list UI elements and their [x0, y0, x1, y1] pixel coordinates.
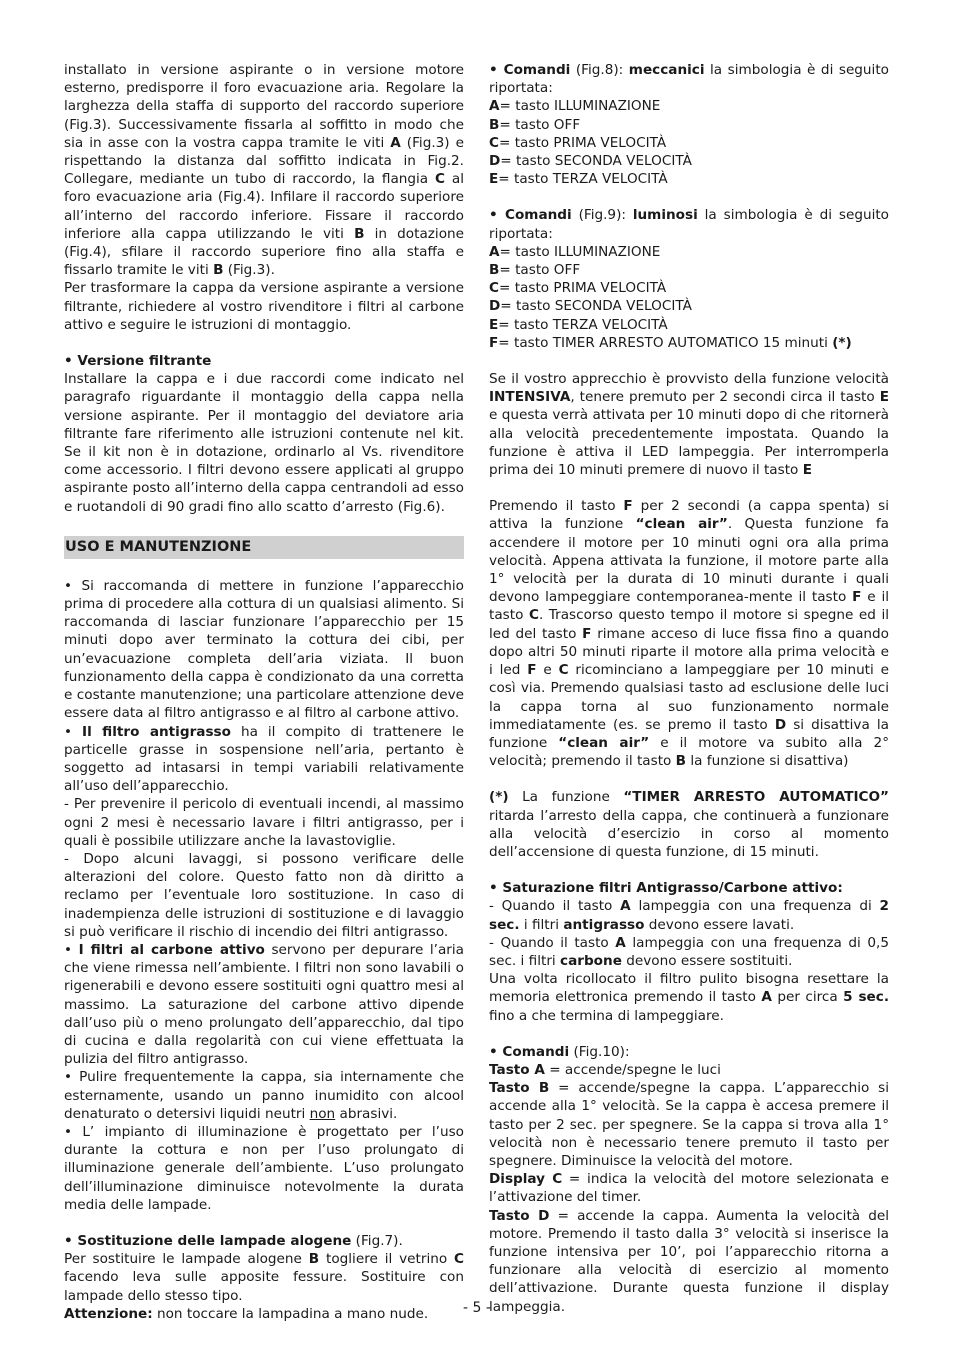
text-run: per 2 secondi (a cappa spenta) si attiva la funzione [489, 498, 889, 533]
bold-text: E [489, 171, 499, 188]
text-run: . Questa funzione fa accendere il motore per 10 minuti ogni ora alla prima velocità. Appena attivata la funzione, il motore parte alla 1° velocità per la durata di 10 minuti durante i quali devono lampeggiare contemporanea-mente il tasto [489, 516, 889, 606]
bold-text: I filtri al carbone attivo [78, 941, 265, 958]
saturazione-reset [489, 970, 889, 1025]
text-run: ricominciano a lampeggiare per 10 minuti e così via. Premendo qualsiasi tasto ad esclusione delle luci la cappa torna al suo funzionamento normale immediatamente (es. se premo il tasto [489, 662, 889, 733]
spacer [489, 352, 889, 370]
text-run: = tasto ILLUMINAZIONE [499, 243, 661, 260]
bold-text: B [489, 116, 500, 133]
right-column [489, 61, 889, 1316]
left-column [64, 61, 464, 1323]
bold-text: • Sostituzione delle lampade alogene [64, 1232, 352, 1249]
spacer [489, 861, 889, 879]
antigrasso-paragraph [64, 723, 464, 796]
text-run: servono per depurare l’aria che viene rimessa nell’ambiente. I filtri non sono lavabili o rigenerabili e devono essere sostituiti ogni quattro mesi al massimo. La saturazione del carbone attivo dipende dall’uso più o meno prolungato dell’apparecchio, dal tipo di cucina e dalla regolarità con cui viene effettuata la pulizia del filtro antigrasso. [64, 941, 464, 1068]
bold-text: (*) [832, 334, 852, 351]
bold-text: 2 sec. [489, 898, 889, 933]
text-run: ha il compito di trattenere le particelle grasse in sospensione nell’aria, pertanto è soggetto ad intasarsi in tempi variabili relativamente all’uso dell’apparecchio. [64, 723, 464, 795]
bold-text: F [489, 334, 499, 351]
bold-text: Tasto A [489, 1061, 545, 1078]
bold-text: D [489, 298, 501, 315]
text-run: • L’ impianto di illuminazione è progettato per l’uso durante la cottura e non per l’uso prolungato di illuminazione generale dell’ambiente. L’uso prolungato dell’illuminazione diminuisce notevolmente la durata media delle lampade. [64, 1123, 464, 1213]
mech-item [489, 134, 889, 152]
text-run: in dotazione (Fig.4), sfilare il raccordo superiore fino alla staffa e fissarlo tramite le viti [64, 225, 464, 279]
text-run: Installare la cappa e i due raccordi come indicato nel paragrafo riguardante il montaggio della cappa nella versione aspirante. Per il montaggio del deviatore aria filtrante fare riferimento alle istruzioni contenute nel kit. Se il kit non è in dotazione, ordinarlo al Vs. rivenditore come accessorio. I filtri devono essere applicati al gruppo aspirante posto all’interno della cappa centrandoli ad esso e ruotandoli di 90 gradi fino allo scatto d’arresto (Fig.6). [64, 371, 464, 515]
bold-text: luminosi [632, 207, 698, 224]
text-run: = tasto TERZA VELOCITÀ [498, 171, 668, 188]
intro-paragraph [64, 61, 464, 279]
bold-text: Il filtro antigrasso [82, 723, 231, 740]
lum-item [489, 297, 889, 315]
text-run: la funzione si disattiva) [686, 753, 849, 770]
bold-text: F [527, 662, 537, 679]
spacer [489, 1025, 889, 1043]
lum-intro [489, 206, 889, 242]
bold-text: A [620, 898, 631, 915]
text-run: (Fig.9): [571, 207, 633, 224]
text-run: lampeggia con una frequenza di [630, 898, 880, 915]
mech-item [489, 170, 889, 188]
page-number: - 5 - [463, 1300, 491, 1316]
text-run: (Fig.3). [223, 262, 275, 279]
bold-text: meccanici [628, 62, 705, 78]
transform-paragraph [64, 279, 464, 334]
text-run: la simbologia è di seguito riportata: [489, 62, 889, 97]
timer-note [489, 788, 889, 861]
bold-text: 5 sec. [843, 989, 889, 1006]
comandi-heading [489, 1043, 889, 1061]
spacer [64, 559, 464, 577]
bold-text: B [354, 225, 365, 242]
saturazione-heading [489, 879, 889, 897]
bold-text: INTENSIVA [489, 389, 571, 406]
text-run: Per trasformare la cappa da versione aspirante a versione filtrante, richiedere al vostro rivenditore i filtri al carbone attivo e seguire le istruzioni di montaggio. [64, 280, 464, 333]
text-run: (Fig.8): [570, 62, 629, 78]
bold-text: B [213, 262, 224, 279]
bold-text: • Versione filtrante [64, 353, 212, 370]
text-run: lampeggia con una frequenza di 0,5 sec. i filtri [489, 934, 889, 969]
text-run: = tasto TERZA VELOCITÀ [498, 316, 668, 333]
bold-text: • Comandi [489, 62, 571, 78]
text-run: = tasto TIMER ARRESTO AUTOMATICO 15 minuti [498, 334, 833, 351]
text-run: devono essere lavati. [644, 916, 795, 933]
bold-text: • Saturazione filtri Antigrasso/Carbone attivo: [489, 880, 843, 897]
bold-text: Attenzione: [64, 1305, 153, 1322]
text-run: Se il vostro apprecchio è provvisto della funzione velocità [489, 371, 889, 388]
bold-text: A [615, 934, 626, 951]
text-run: = tasto ILLUMINAZIONE [499, 98, 661, 115]
carbone-paragraph [64, 941, 464, 1068]
filtrante-paragraph [64, 370, 464, 516]
text-run: al foro evacuazione aria (Fig.4). Infilare il raccordo superiore all’interno del raccordo inferiore. Fissare il raccordo inferiore alla cappa utilizzando le viti [64, 171, 464, 242]
bold-text: A [489, 98, 500, 115]
text-run: = tasto OFF [499, 262, 581, 279]
bold-text: B [489, 262, 500, 279]
text-run: • Si raccomanda di mettere in funzione l’apparecchio prima di procedere alla cottura di un qualsiasi alimento. Si raccomanda di lasciar funzionare l’apparecchio per 15 minuti dopo aver terminato la cottura dei cibi, per un’evacuazione completa dell’aria viziata. Il buon funzionamento della cappa è condizionato da una corretta e costante manutenzione; una particolare attenzione deve essere data al filtro antigrasso e al filtro al carbone attivo. [64, 577, 464, 722]
text-run: . Trascorso questo tempo il motore si spegne ed il led del tasto [489, 607, 890, 642]
text-run: e questa verrà attivata per 10 minuti dopo di che ritornerà alla velocità precedentemente impostata. Quando la funzione è attiva il LED lampeggia. Per interromperla prima dei 10 minuti premere di nuovo il tasto [489, 407, 889, 479]
bold-text: B [675, 753, 687, 770]
text-run: , tenere premuto per 2 secondi circa il tasto [570, 389, 880, 406]
text-run: (Fig.3) e rispettando la distanza dal soffitto indicata in Fig.2. Collegare, mediante un tubo di raccordo, la flangia [64, 134, 464, 188]
bold-text: C [435, 171, 445, 188]
text-run: = tasto SECONDA VELOCITÀ [500, 298, 692, 315]
bold-text: D [489, 153, 501, 170]
bold-text: E [879, 389, 889, 406]
bold-text: “TIMER ARRESTO AUTOMATICO” [623, 789, 889, 806]
text-run: si disattiva la funzione [489, 716, 889, 751]
text-run: • [64, 941, 79, 958]
bold-text: C [489, 280, 499, 297]
mech-item [489, 152, 889, 170]
bold-text: C [454, 1251, 464, 1268]
bold-text: D [774, 716, 787, 733]
text-run: rimane acceso di luce fissa fino a quando dopo altri 50 minuti riparte il motore alla prima velocità e i led [489, 625, 889, 679]
spacer [64, 1214, 464, 1232]
text-run: i filtri [519, 916, 564, 933]
bold-text: C [489, 134, 499, 151]
spacer [489, 479, 889, 497]
bold-text: Display C [489, 1171, 563, 1188]
text-run: = indica la velocità del motore selezionata e l’attivazione del timer. [489, 1171, 889, 1206]
text-run: installato in versione aspirante o in versione motore esterno, predisporre il foro evacuazione aria. Regolare la larghezza della staffa di supporto del raccordo superiore (Fig.3). Successivamente fissarla al soffitto in modo che sia in asse con la vostra cappa tramite le viti [64, 62, 464, 151]
bold-text: Tasto D [489, 1207, 550, 1224]
comandi-tasto-a [489, 1061, 889, 1079]
bold-text: C [528, 607, 539, 624]
comandi-display-c [489, 1170, 889, 1206]
pulizia-paragraph [64, 1068, 464, 1123]
illuminazione-paragraph [64, 1123, 464, 1214]
lum-item [489, 261, 889, 279]
spacer [489, 188, 889, 206]
comandi-tasto-b [489, 1079, 889, 1170]
bold-text: carbone [560, 952, 622, 969]
text-run: fino a che termina di lampeggiare. [489, 1007, 724, 1024]
bold-text: (*) [489, 789, 509, 806]
saturazione-antigrasso [489, 897, 889, 933]
text-run: - Quando il tasto [489, 934, 616, 951]
text-run: la simbologia è di seguito riportata: [489, 207, 889, 242]
bold-text: • Comandi [489, 207, 572, 224]
text-run: La funzione [508, 789, 624, 806]
text-run: devono essere sostituiti. [621, 952, 793, 969]
text-run: Per sostituire le lampade alogene [64, 1251, 309, 1268]
lamp-paragraph [64, 1250, 464, 1305]
bold-text: Tasto B [489, 1080, 550, 1097]
bold-text: • Comandi [489, 1043, 570, 1060]
text-run: = tasto PRIMA VELOCITÀ [498, 134, 667, 151]
text-run: (Fig.7). [351, 1232, 403, 1249]
bold-text: A [489, 243, 500, 260]
text-run: = tasto SECONDA VELOCITÀ [500, 153, 692, 170]
mech-item [489, 116, 889, 134]
text-run: Una volta ricollocato il filtro pulito bisogna resettare la memoria elettronica premendo il tasto [489, 971, 889, 1006]
text-run: per circa [771, 989, 844, 1006]
text-run: e il tasto [489, 589, 889, 624]
bold-text: F [623, 498, 633, 515]
text-run: • [64, 723, 83, 740]
text-run: - Quando il tasto [489, 898, 621, 915]
text-run: abrasivi. [335, 1105, 398, 1122]
lavaggi-paragraph [64, 850, 464, 941]
spacer [64, 334, 464, 352]
uso-paragraph [64, 577, 464, 723]
text-run: = accende/spegne le luci [544, 1061, 721, 1078]
text-run: facendo leva sulle apposite fessure. Sostituire con lampade dello stesso tipo. [64, 1269, 464, 1304]
bold-text: B [308, 1251, 320, 1268]
bold-text: E [802, 462, 812, 479]
bold-text: A [761, 989, 772, 1006]
bold-text: antigrasso [563, 916, 645, 933]
saturazione-carbone [489, 934, 889, 970]
bold-text: “clean air” [558, 734, 650, 751]
text-run: = tasto PRIMA VELOCITÀ [498, 280, 667, 297]
text-run: ritarda l’arresto della cappa, che continuerà a funzionare alla velocità d’esercizio in corso al momento dell’accensione di questa funzione, di 15 minuti. [489, 807, 889, 860]
text-run: = accende/spegne la cappa. L’apparecchio si accende alla 1° velocità. Se la cappa è accesa premere il tasto per 2 sec. per spegnere. Se la cappa si trova alla 1° velocità non è necessario tenere premuto il tasto per spegnere. Diminuisce la velocità del motore. [489, 1080, 890, 1169]
filtrante-heading [64, 352, 464, 370]
lamp-heading [64, 1232, 464, 1250]
incendi-paragraph [64, 795, 464, 850]
text-run: - Per prevenire il pericolo di eventuali incendi, al massimo ogni 2 mesi è necessario lavare i filtri antigrasso, per i quali è possibile utilizzare anche la lavastoviglie. [64, 796, 464, 849]
bold-text: “clean air” [635, 516, 728, 533]
text-run: • Pulire frequentemente la cappa, sia internamente che esternamente, usando un panno inumidito con alcool denaturato o detersivi liquidi neutri [64, 1069, 464, 1122]
lum-item [489, 279, 889, 297]
lum-item [489, 316, 889, 334]
text-run: - Dopo alcuni lavaggi, si possono verificare delle alterazioni del colore. Questo fatto non dà diritto a reclamo per l’eventuale loro sostituzione. In caso di inadempienza delle istruzioni di sostituzione e di lavaggio si può verificare il rischio di incendio dei filtri antigrasso. [64, 850, 464, 940]
text-run: togliere il vetrino [319, 1251, 455, 1268]
text-run: = accende la cappa. Aumenta la velocità del motore. Premendo il tasto dalla 3° velocità si inserisce la funzione intensiva per 10’, poi l’apparecchio ritorna a funzionare alla velocità di esercizio al momento dell’attivazione. Durante questa funzione il display lampeggia. [489, 1207, 889, 1315]
text-run: (Fig.10): [569, 1043, 630, 1060]
text-run: non toccare la lampadina a mano nude. [152, 1305, 429, 1322]
lum-item [489, 334, 889, 352]
text-run: = tasto OFF [499, 116, 581, 133]
spacer [64, 516, 464, 534]
bold-text: E [489, 316, 499, 333]
text-run: e [536, 662, 559, 679]
bold-text: F [582, 625, 592, 642]
lum-item [489, 243, 889, 261]
text-run: e il motore va subito alla 2° velocità; premendo il tasto [489, 734, 889, 770]
bold-text: A [390, 134, 401, 151]
mech-intro [489, 61, 889, 97]
text-run: Premendo il tasto [489, 498, 624, 515]
mech-item [489, 97, 889, 115]
intensiva-paragraph [489, 370, 889, 479]
clean-air-paragraph [489, 497, 889, 770]
bold-text: C [558, 662, 569, 679]
bold-text: F [852, 589, 862, 606]
underlined-text: non [309, 1105, 336, 1122]
section-heading: USO E MANUTENZIONE [64, 536, 464, 559]
spacer [489, 770, 889, 788]
